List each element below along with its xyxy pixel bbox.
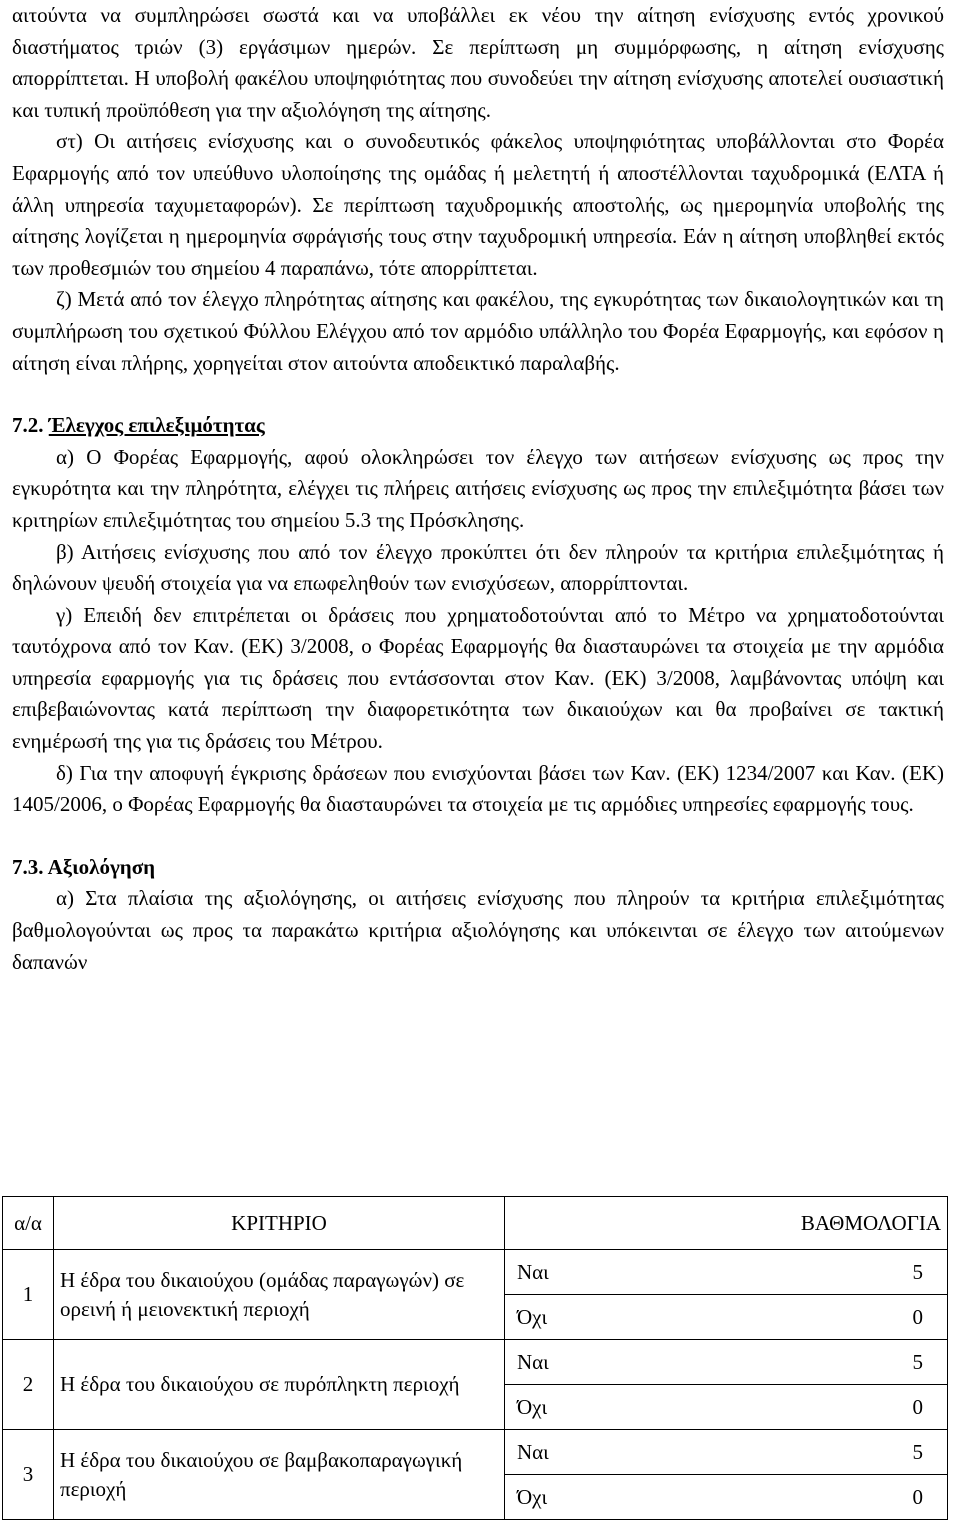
criteria-table — [2, 1196, 948, 1520]
score-no — [505, 1294, 947, 1339]
score-no — [505, 1384, 947, 1429]
table-header-row — [3, 1197, 948, 1250]
score-no — [505, 1474, 947, 1519]
yes-label: Ναι — [517, 1350, 549, 1374]
row-criterion: Η έδρα του δικαιούχου (ομάδας παραγωγών) σε ορεινή ή μειονεκτική περιοχή — [54, 1250, 505, 1340]
table-row — [3, 1430, 948, 1520]
yes-score: 5 — [912, 1440, 923, 1464]
section-title: Έλεγχος επιλεξιμότητας — [48, 413, 265, 438]
section-title: Αξιολόγηση — [47, 854, 156, 879]
yes-score: 5 — [912, 1260, 923, 1284]
header-score: ΒΑΘΜΟΛΟΓΙΑ — [505, 1197, 948, 1250]
yes-score: 5 — [912, 1350, 923, 1374]
score-yes — [505, 1340, 947, 1384]
no-label: Όχι — [517, 1305, 548, 1329]
row-criterion: Η έδρα του δικαιούχου σε πυρόπληκτη περιοχή — [54, 1340, 505, 1430]
section-heading-7-3 — [12, 852, 944, 884]
row-index: 2 — [3, 1340, 54, 1430]
row-score — [505, 1340, 948, 1430]
yes-label: Ναι — [517, 1260, 549, 1284]
paragraph-st: στ) Οι αιτήσεις ενίσχυσης και ο συνοδευτικός φάκελος υποψηφιότητας υποβάλλονται στο Φορέα Εφαρμογής από τον υπεύθυνο υλοποίησης της ομάδας ή μελετητή ή αποστέλλονται ταχυδρομικά (ΕΛΤΑ ή άλλη υπηρεσία ταχυμεταφορών). Σε περίπτωση ταχυδρομικής αποστολής, ως ημερομηνία υποβολής της αίτησης λογίζεται η ημερομηνία σφράγισής τους στην ταχυδρομική υπηρεσία. Εάν η αίτηση υποβληθεί εκτός των προθεσμιών του σημείου 4 παραπάνω, τότε απορρίπτεται. — [12, 129, 944, 280]
header-index: α/α — [3, 1197, 54, 1250]
paragraph-continuation: αιτούντα να συμπληρώσει σωστά και να υποβάλλει εκ νέου την αίτηση ενίσχυσης εντός χρονικού διαστήματος τριών (3) εργάσιμων ημερών. Σε περίπτωση μη συμμόρφωσης, η αίτηση ενίσχυσης απορρίπτεται. Η υποβολή φακέλου υποψηφιότητας που συνοδεύει την αίτηση ενίσχυσης αποτελεί ουσιαστική και τυπική προϋπόθεση για την αξιολόγηση της αίτησης. — [12, 3, 944, 122]
no-label: Όχι — [517, 1395, 548, 1419]
section-number: 7.2. — [12, 413, 44, 438]
paragraph-d: δ) Για την αποφυγή έγκρισης δράσεων που ενισχύονται βάσει των Καν. (ΕΚ) 1234/2007 και Καν. (ΕΚ) 1405/2006, ο Φορέας Εφαρμογής θα διασταυρώνει τα στοιχεία με τις αρμόδιες υπηρεσίες εφαρμογής τους. — [12, 760, 944, 817]
header-criterion: ΚΡΙΤΗΡΙΟ — [54, 1197, 505, 1250]
section-number: 7.3. — [12, 854, 44, 879]
table-row — [3, 1250, 948, 1340]
score-yes — [505, 1430, 947, 1474]
row-index: 1 — [3, 1250, 54, 1340]
no-score: 0 — [912, 1485, 923, 1509]
yes-label: Ναι — [517, 1440, 549, 1464]
row-score — [505, 1430, 948, 1520]
row-criterion: Η έδρα του δικαιούχου σε βαμβακοπαραγωγική περιοχή — [54, 1430, 505, 1520]
table-row — [3, 1340, 948, 1430]
section-heading-7-2 — [12, 410, 944, 442]
paragraph-z: ζ) Μετά από τον έλεγχο πληρότητας αίτησης και φακέλου, της εγκυρότητας των δικαιολογητικών και τη συμπλήρωση του σχετικού Φύλλου Ελέγχου από τον αρμόδιο υπάλληλο του Φορέα Εφαρμογής, και εφόσον η αίτηση είναι πλήρης, χορηγείται στον αιτούντα αποδεικτικό παραλαβής. — [12, 287, 944, 375]
paragraph-g: γ) Επειδή δεν επιτρέπεται οι δράσεις που χρηματοδοτούνται από το Μέτρο να χρηματοδοτούνται ταυτόχρονα από τον Καν. (ΕΚ) 3/2008, ο Φορέας Εφαρμογής θα διασταυρώνει τα στοιχεία με την αρμόδια υπηρεσία εφαρμογής για τις δράσεις που εντάσσονται στον Καν. (ΕΚ) 3/2008, λαμβάνοντας υπόψη και επιβεβαιώνοντας κατά περίπτωση την διαφορετικότητα των δικαιούχων και θα προβαίνει σε τακτική ενημέρωσή της για τις δράσεις του Μέτρου. — [12, 602, 944, 754]
row-score — [505, 1250, 948, 1340]
document-page — [12, 0, 944, 978]
score-yes — [505, 1250, 947, 1294]
row-index: 3 — [3, 1430, 54, 1520]
no-label: Όχι — [517, 1485, 548, 1509]
paragraph-a: α) Ο Φορέας Εφαρμογής, αφού ολοκληρώσει τον έλεγχο των αιτήσεων ενίσχυσης ως προς την εγκυρότητα και την πληρότητα, ελέγχει τις πλήρεις αιτήσεις ενίσχυσης ως προς την επιλεξιμότητα βάσει των κριτηρίων επιλεξιμότητας του σημείου 5.3 της Πρόσκλησης. — [12, 444, 944, 532]
no-score: 0 — [912, 1395, 923, 1419]
paragraph-b: β) Αιτήσεις ενίσχυσης που από τον έλεγχο προκύπτει ότι δεν πληρούν τα κριτήρια επιλεξιμότητας ή δηλώνουν ψευδή στοιχεία για να επωφεληθούν των ενισχύσεων, απορρίπτονται. — [12, 539, 944, 596]
paragraph-evaluation: α) Στα πλαίσια της αξιολόγησης, οι αιτήσεις ενίσχυσης που πληρούν τα κριτήρια επιλεξιμότητας βαθμολογούνται ως προς τα παρακάτω κριτήρια αξιολόγησης και υπόκεινται σε έλεγχο των αιτούμενων δαπανών — [12, 886, 944, 974]
no-score: 0 — [912, 1305, 923, 1329]
